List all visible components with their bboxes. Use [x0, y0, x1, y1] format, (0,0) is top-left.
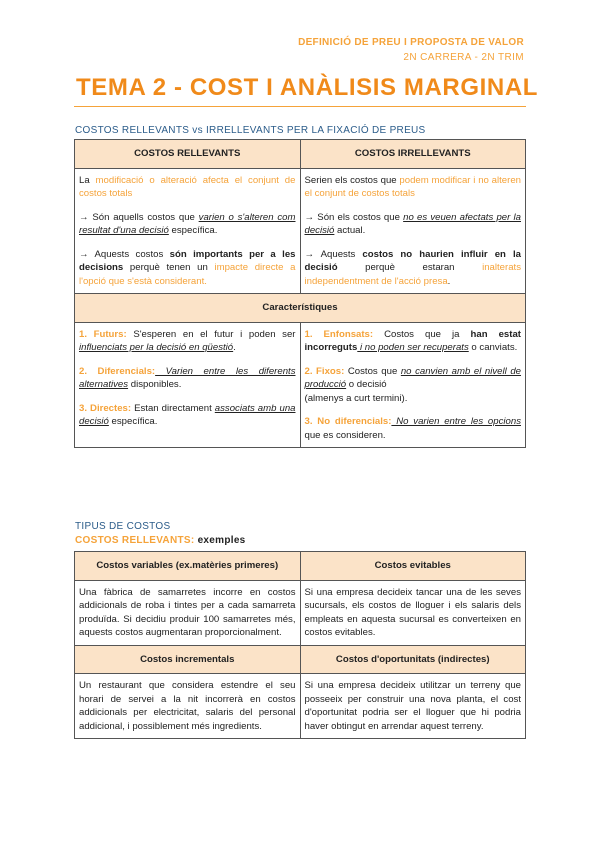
page-title: TEMA 2 - COST I ANÀLISIS MARGINAL	[76, 74, 539, 101]
opportunity-costs-example: Si una empresa decideix utilitzar un terreny que posseeix per construir una nova planta, el cost d'oportunitat podria ser el lloguer que hi podria haver obtingut en arrendar aquest terreny.	[300, 674, 526, 739]
section-heading-cost-types: TIPUS DE COSTOS	[75, 521, 171, 532]
irrelevant-characteristics-cell: 1. Enfonsats: Costos que ja han estat incorreguts i no poden ser recuperats o canviats. 2. Fixos: Costos que no canvien amb el nivell de producció o decisió (almenys a curt termini). 3. No diferencials: No varien entre les opcions que es consideren.	[300, 322, 526, 448]
variable-costs-header: Costos variables (ex.matèries primeres)	[75, 552, 301, 581]
incremental-costs-example: Un restaurant que considera estendre el seu horari de servei a la nit incorrerà en costos addicionals per electricitat, salaris del personal addicional, i possiblement més ingredients.	[75, 674, 301, 739]
avoidable-costs-example: Si una empresa decideix tancar una de les seves sucursals, els costos de lloguer i els salaris dels empleats en aquesta sucursal es converteixen en costos evitables.	[300, 580, 526, 645]
characteristics-header: Característiques	[75, 294, 526, 323]
relevant-vs-irrelevant-table	[74, 139, 526, 448]
incremental-costs-header: Costos incrementals	[75, 645, 301, 674]
relevant-characteristics-cell: 1. Futurs: S'esperen en el futur i poden ser influenciats per la decisió en qüestió. 2. Diferencials: Varien entre les diferents alternatives disponibles. 3. Directes: Estan directament associats amb una decisió específica.	[75, 322, 301, 448]
relevant-definition-cell: La modificació o alteració afecta el conjunt de costos totals → Són aquells costos que varien o s'alteren com resultat d'una decisió específica. → Aquests costos són importants per a les decisions perquè tenen un impacte directe a l'opció que s'està considerant.	[75, 168, 301, 294]
cost-types-examples-table	[74, 551, 526, 739]
variable-costs-example: Una fàbrica de samarretes incorre en costos addicionals de roba i tintes per a cada samarreta produïda. Si decidiu produir 100 samarretes més, aquests costos augmentaran proporcionalment.	[75, 580, 301, 645]
opportunity-costs-header: Costos d'oportunitats (indirectes)	[300, 645, 526, 674]
title-divider	[74, 106, 526, 107]
section-heading-relevant-vs-irrelevant: COSTOS RELLEVANTS vs IRRELLEVANTS PER LA FIXACIÓ DE PREUS	[75, 125, 426, 136]
irrelevant-definition-cell: Serien els costos que podem modificar i no alteren el conjunt de costos totals → Són els costos que no es veuen afectats per la decisió actual. → Aquests costos no haurien influir en la decisió perquè estaran inalterats independentment de l'acció presa.	[300, 168, 526, 294]
header-course-term: 2N CARRERA - 2N TRIM	[403, 52, 524, 63]
avoidable-costs-header: Costos evitables	[300, 552, 526, 581]
col-header-irrelevant: COSTOS IRRELLEVANTS	[300, 140, 526, 169]
col-header-relevant: COSTOS RELLEVANTS	[75, 140, 301, 169]
header-course-title: DEFINICIÓ DE PREU I PROPOSTA DE VALOR	[298, 37, 524, 48]
relevant-costs-examples-label: COSTOS RELLEVANTS: exemples	[75, 535, 246, 546]
